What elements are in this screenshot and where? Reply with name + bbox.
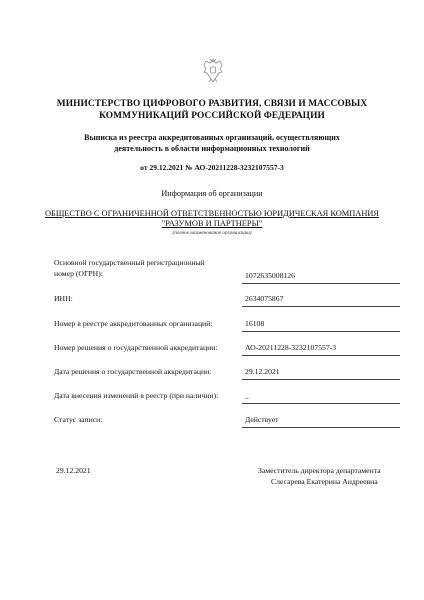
registry-value: 16108 <box>245 319 265 328</box>
org-name-note: (полное наименование организации) <box>172 230 252 236</box>
extract-heading <box>0 132 424 154</box>
ogrn-underline <box>242 283 400 284</box>
ogrn-label: Основной государственный регистрационный номер (ОГРН): <box>54 258 205 278</box>
decision-underline <box>242 355 400 356</box>
registry-underline <box>242 331 400 332</box>
inn-underline <box>242 306 400 307</box>
inn-label: ИНН: <box>54 294 73 303</box>
ministry-line-1: МИНИСТЕРСТВО ЦИФРОВОГО РАЗВИТИЯ, СВЯЗИ И МАССОВЫХ <box>56 99 368 109</box>
info-title: Информация об организации <box>161 189 263 198</box>
extract-line-2: деятельность в области информационных технологий <box>114 144 310 153</box>
footer-date: 29.12.2021 <box>56 466 91 475</box>
extract-line-1: Выписка из реестра аккредитованных организаций, осуществляющих <box>84 133 340 142</box>
status-label: Статус записи: <box>54 415 103 424</box>
changes-label: Дата внесения изменений в реестр (при наличии): <box>54 391 219 400</box>
inn-value: 2634075867 <box>245 294 284 303</box>
decision-label: Номер решения о государственной аккредитации: <box>54 343 218 352</box>
decision-value: АО-20211228-3232107557-3 <box>245 343 337 352</box>
changes-value: _ <box>245 391 249 400</box>
organization-name <box>0 209 424 229</box>
document-number: от 29.12.2021 № АО-20211228-3232107557-3 <box>140 163 284 172</box>
decision-date-label: Дата решения о государственной аккредитации: <box>54 367 212 376</box>
ministry-line-2: КОММУНИКАЦИЙ РОССИЙСКОЙ ФЕДЕРАЦИИ <box>99 111 325 121</box>
changes-underline <box>242 403 400 404</box>
registry-label: Номер в реестре аккредитованных организаций: <box>54 319 213 328</box>
coat-of-arms-icon <box>201 57 225 85</box>
status-value: Действует <box>245 415 279 424</box>
signer-name: Слесарева Екатерина Андреевна <box>271 477 378 486</box>
ogrn-value: 1072635008126 <box>245 271 295 280</box>
signature-block <box>258 465 418 487</box>
org-name-line-2: "РАЗУМОВ И ПАРТНЕРЫ" <box>161 219 263 228</box>
status-underline <box>242 427 400 428</box>
signer-position: Заместитель директора департамента <box>258 466 381 475</box>
decision-date-underline <box>242 379 400 380</box>
ministry-heading <box>0 98 424 122</box>
decision-date-value: 29.12.2021 <box>245 367 280 376</box>
org-name-line-1: ОБЩЕСТВО С ОГРАНИЧЕННОЙ ОТВЕТСТВЕННОСТЬЮ ЮРИДИЧЕСКАЯ КОМПАНИЯ <box>44 209 380 218</box>
